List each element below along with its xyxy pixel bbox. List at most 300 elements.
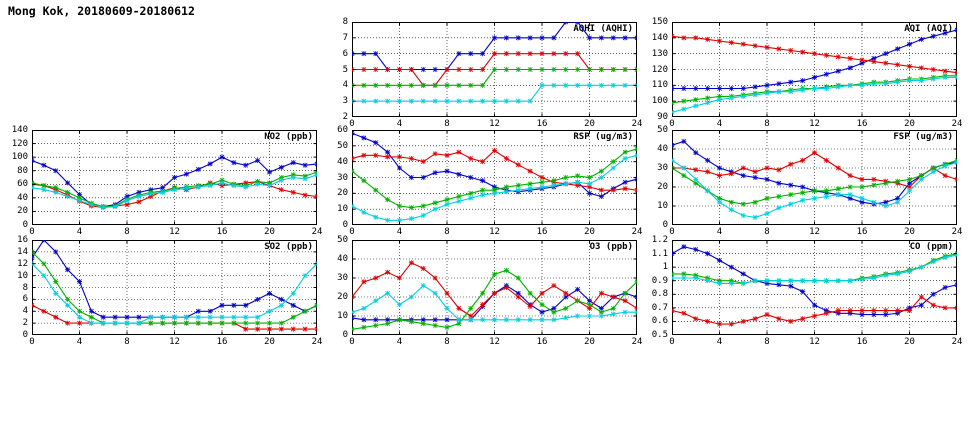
- series-marker: [361, 135, 366, 140]
- x-tick-label: 8: [444, 337, 450, 347]
- series-marker: [776, 46, 781, 51]
- x-tick-label: 24: [631, 227, 643, 237]
- series-marker: [551, 67, 556, 72]
- series-marker: [53, 249, 58, 254]
- x-tick-label: 4: [396, 227, 403, 237]
- series-marker: [848, 173, 853, 178]
- series-marker: [231, 315, 236, 320]
- series-marker: [551, 35, 556, 40]
- series-marker: [136, 315, 141, 320]
- series-marker: [385, 99, 390, 104]
- series-marker: [611, 35, 616, 40]
- series-marker: [243, 163, 248, 168]
- series-marker: [352, 156, 355, 161]
- series-marker: [113, 204, 118, 209]
- series-marker: [717, 173, 722, 178]
- x-tick-label: 8: [764, 119, 770, 129]
- y-tick-label: 6: [22, 294, 28, 305]
- series-marker: [77, 279, 82, 284]
- x-tick-label: 8: [764, 337, 770, 347]
- series-marker: [741, 86, 746, 91]
- x-tick-label: 16: [856, 337, 868, 347]
- series-marker: [361, 210, 366, 215]
- series-marker: [551, 51, 556, 56]
- x-tick-label: 4: [76, 337, 83, 347]
- chart-canvas: [672, 240, 957, 335]
- series-marker: [681, 311, 686, 316]
- series-marker: [860, 58, 865, 63]
- series-marker: [267, 170, 272, 175]
- series-marker: [693, 86, 698, 91]
- series-marker: [955, 177, 958, 182]
- series-marker: [623, 156, 628, 161]
- x-tick-label: 8: [444, 119, 450, 129]
- series-marker: [480, 188, 485, 193]
- series-marker: [587, 67, 592, 72]
- series-marker: [504, 99, 509, 104]
- series-marker: [729, 171, 734, 176]
- series-marker: [776, 181, 781, 186]
- series-marker: [385, 150, 390, 155]
- series-marker: [231, 321, 236, 326]
- series-marker: [623, 83, 628, 88]
- chart-panel-fsp: [657, 125, 963, 237]
- series-marker: [65, 321, 70, 326]
- series-marker: [611, 67, 616, 72]
- series-marker: [693, 150, 698, 155]
- x-tick-label: 24: [951, 119, 963, 129]
- series-marker: [540, 291, 545, 296]
- series-marker: [468, 317, 473, 322]
- series-marker: [409, 260, 414, 265]
- series-marker: [575, 287, 580, 292]
- series-marker: [824, 311, 829, 316]
- series-marker: [563, 306, 568, 311]
- series-marker: [883, 81, 888, 86]
- series-marker: [385, 67, 390, 72]
- series-marker: [89, 202, 94, 207]
- y-tick-label: 4: [22, 306, 28, 317]
- series-marker: [385, 321, 390, 326]
- series-marker: [361, 325, 366, 330]
- series-marker: [172, 187, 177, 192]
- series-marker: [551, 317, 556, 322]
- series-marker: [765, 166, 770, 171]
- series-marker: [136, 194, 141, 199]
- chart-panel-co: [651, 235, 963, 347]
- series-marker: [433, 317, 438, 322]
- chart-title: CO (ppm): [909, 242, 953, 252]
- x-tick-label: 16: [536, 119, 548, 129]
- chart-panel-so2: [17, 235, 323, 347]
- series-marker: [741, 202, 746, 207]
- y-tick-label: 4: [342, 80, 348, 91]
- series-marker: [255, 315, 260, 320]
- series-marker: [148, 191, 153, 196]
- series-marker: [385, 83, 390, 88]
- series-marker: [148, 321, 153, 326]
- series-marker: [848, 65, 853, 70]
- series-marker: [231, 303, 236, 308]
- series-marker: [765, 211, 770, 216]
- series-marker: [528, 35, 533, 40]
- series-marker: [113, 315, 118, 320]
- series-marker: [516, 67, 521, 72]
- y-tick-label: 0: [342, 220, 348, 230]
- x-tick-label: 8: [124, 337, 130, 347]
- chart-panel-aqhi: [342, 17, 643, 129]
- series-marker: [587, 83, 592, 88]
- series-marker: [433, 291, 438, 296]
- series-marker: [361, 317, 366, 322]
- series-marker: [303, 193, 308, 198]
- series-marker: [492, 291, 497, 296]
- series-marker: [53, 315, 58, 320]
- series-marker: [445, 83, 450, 88]
- y-tick-label: 8: [22, 282, 28, 293]
- chart-canvas: [32, 240, 317, 335]
- series-marker: [931, 259, 936, 264]
- series-marker: [291, 291, 296, 296]
- series-line: [32, 264, 317, 323]
- series-marker: [184, 315, 189, 320]
- series-marker: [480, 192, 485, 197]
- series-marker: [433, 170, 438, 175]
- series-marker: [101, 321, 106, 326]
- series-marker: [919, 303, 924, 308]
- series-marker: [172, 175, 177, 180]
- series-marker: [955, 282, 958, 287]
- series-marker: [848, 56, 853, 61]
- series-marker: [788, 89, 793, 94]
- x-tick-label: 24: [631, 119, 643, 129]
- series-marker: [635, 310, 638, 315]
- series-marker: [504, 51, 509, 56]
- series-marker: [824, 278, 829, 283]
- series-marker: [705, 158, 710, 163]
- series-marker: [907, 308, 912, 313]
- series-marker: [895, 46, 900, 51]
- series-marker: [516, 35, 521, 40]
- series-marker: [741, 213, 746, 218]
- series-marker: [753, 200, 758, 205]
- series-marker: [291, 160, 296, 165]
- series-marker: [53, 291, 58, 296]
- series-marker: [528, 67, 533, 72]
- x-tick-label: 16: [856, 119, 868, 129]
- y-tick-label: 120: [651, 64, 668, 75]
- series-marker: [196, 185, 201, 190]
- series-marker: [445, 291, 450, 296]
- series-marker: [860, 83, 865, 88]
- series-marker: [575, 22, 580, 25]
- series-marker: [681, 173, 686, 178]
- series-marker: [480, 302, 485, 307]
- series-marker: [623, 180, 628, 185]
- series-marker: [291, 315, 296, 320]
- series-marker: [352, 169, 355, 174]
- series-marker: [528, 317, 533, 322]
- series-marker: [729, 40, 734, 45]
- series-marker: [385, 154, 390, 159]
- series-marker: [895, 200, 900, 205]
- series-marker: [208, 183, 213, 188]
- y-tick-label: 0: [342, 330, 348, 340]
- x-tick-label: 24: [951, 227, 963, 237]
- series-marker: [611, 159, 616, 164]
- series-marker: [895, 271, 900, 276]
- series-marker: [563, 67, 568, 72]
- series-marker: [800, 278, 805, 283]
- series-marker: [812, 150, 817, 155]
- series-marker: [672, 158, 675, 163]
- series-marker: [836, 69, 841, 74]
- series-marker: [943, 285, 948, 290]
- series-marker: [315, 303, 318, 308]
- y-tick-label: 20: [657, 182, 668, 192]
- series-line: [672, 297, 957, 324]
- series-marker: [563, 175, 568, 180]
- series-marker: [907, 64, 912, 69]
- x-tick-label: 24: [951, 337, 963, 347]
- series-marker: [373, 298, 378, 303]
- series-marker: [421, 159, 426, 164]
- series-marker: [551, 283, 556, 288]
- series-marker: [468, 191, 473, 196]
- series-marker: [421, 67, 426, 72]
- series-marker: [32, 303, 35, 308]
- series-marker: [480, 317, 485, 322]
- y-tick-label: 10: [657, 201, 668, 211]
- series-marker: [943, 173, 948, 178]
- series-marker: [504, 268, 509, 273]
- y-tick-label: 100: [651, 96, 668, 107]
- x-tick-label: 16: [536, 227, 548, 237]
- series-marker: [361, 153, 366, 158]
- series-marker: [516, 188, 521, 193]
- series-marker: [184, 172, 189, 177]
- series-marker: [492, 51, 497, 56]
- series-marker: [516, 51, 521, 56]
- series-marker: [765, 278, 770, 283]
- chart-title: O3 (ppb): [589, 242, 633, 252]
- series-marker: [480, 178, 485, 183]
- series-marker: [611, 306, 616, 311]
- chart-panel-aqi: [651, 17, 963, 129]
- series-marker: [635, 279, 638, 284]
- series-marker: [895, 179, 900, 184]
- series-marker: [291, 190, 296, 195]
- series-marker: [65, 194, 70, 199]
- series-marker: [184, 321, 189, 326]
- x-tick-label: 16: [856, 227, 868, 237]
- series-marker: [480, 291, 485, 296]
- series-marker: [705, 169, 710, 174]
- series-marker: [373, 153, 378, 158]
- y-tick-label: 90: [657, 112, 668, 122]
- series-marker: [113, 321, 118, 326]
- series-marker: [385, 291, 390, 296]
- series-marker: [89, 315, 94, 320]
- series-marker: [41, 163, 46, 168]
- series-marker: [776, 167, 781, 172]
- series-marker: [468, 196, 473, 201]
- series-marker: [741, 281, 746, 286]
- series-marker: [480, 67, 485, 72]
- series-marker: [480, 51, 485, 56]
- series-marker: [32, 158, 35, 163]
- series-marker: [788, 278, 793, 283]
- y-tick-label: 150: [651, 17, 668, 27]
- series-marker: [599, 67, 604, 72]
- x-tick-label: 4: [716, 119, 723, 129]
- series-marker: [373, 51, 378, 56]
- series-marker: [445, 202, 450, 207]
- series-marker: [528, 304, 533, 309]
- series-marker: [468, 99, 473, 104]
- series-marker: [504, 185, 509, 190]
- series-marker: [125, 321, 130, 326]
- y-tick-label: 60: [17, 179, 28, 190]
- series-marker: [480, 99, 485, 104]
- series-marker: [255, 182, 260, 187]
- series-marker: [468, 156, 473, 161]
- series-marker: [717, 281, 722, 286]
- series-marker: [955, 27, 958, 32]
- y-tick-label: 60: [337, 125, 348, 135]
- series-marker: [681, 86, 686, 91]
- series-marker: [445, 325, 450, 330]
- series-marker: [528, 99, 533, 104]
- series-marker: [352, 327, 355, 332]
- series-marker: [717, 200, 722, 205]
- series-marker: [516, 183, 521, 188]
- y-tick-label: 140: [11, 125, 28, 135]
- series-marker: [753, 175, 758, 180]
- series-marker: [836, 84, 841, 89]
- series-marker: [705, 96, 710, 101]
- y-tick-label: 40: [657, 144, 668, 154]
- series-marker: [883, 308, 888, 313]
- y-tick-label: 1: [662, 262, 668, 273]
- series-marker: [575, 67, 580, 72]
- series-marker: [765, 83, 770, 88]
- chart-canvas: [352, 22, 637, 117]
- series-marker: [672, 276, 675, 281]
- chart-title: AQHI (AQHI): [573, 24, 633, 34]
- series-marker: [599, 35, 604, 40]
- series-marker: [409, 83, 414, 88]
- series-marker: [433, 276, 438, 281]
- series-marker: [65, 303, 70, 308]
- series-marker: [53, 279, 58, 284]
- series-marker: [623, 150, 628, 155]
- series-marker: [812, 75, 817, 80]
- series-marker: [456, 67, 461, 72]
- series-marker: [931, 303, 936, 308]
- series-marker: [836, 54, 841, 59]
- y-tick-label: 30: [337, 273, 348, 283]
- series-marker: [41, 261, 46, 266]
- series-marker: [848, 185, 853, 190]
- series-marker: [907, 177, 912, 182]
- series-marker: [373, 140, 378, 145]
- series-marker: [800, 78, 805, 83]
- series-marker: [468, 51, 473, 56]
- series-marker: [445, 153, 450, 158]
- series-marker: [136, 321, 141, 326]
- series-marker: [563, 181, 568, 186]
- series-marker: [540, 302, 545, 307]
- series-marker: [267, 327, 272, 332]
- y-tick-label: 80: [17, 165, 28, 176]
- series-marker: [729, 322, 734, 327]
- x-tick-label: 12: [809, 227, 820, 237]
- series-marker: [445, 67, 450, 72]
- series-marker: [125, 198, 130, 203]
- series-marker: [373, 323, 378, 328]
- series-marker: [943, 75, 948, 80]
- series-marker: [492, 272, 497, 277]
- series-marker: [812, 86, 817, 91]
- series-marker: [883, 273, 888, 278]
- series-marker: [693, 103, 698, 108]
- series-marker: [279, 327, 284, 332]
- series-marker: [717, 97, 722, 102]
- series-marker: [456, 317, 461, 322]
- series-marker: [352, 310, 355, 315]
- series-marker: [551, 310, 556, 315]
- series-marker: [172, 315, 177, 320]
- series-marker: [587, 175, 592, 180]
- chart-panel-no2: [11, 125, 323, 237]
- series-marker: [409, 216, 414, 221]
- series-marker: [184, 186, 189, 191]
- series-marker: [623, 298, 628, 303]
- series-marker: [172, 321, 177, 326]
- series-marker: [373, 83, 378, 88]
- series-marker: [717, 166, 722, 171]
- y-tick-label: 20: [337, 188, 348, 199]
- series-marker: [693, 177, 698, 182]
- series-marker: [397, 276, 402, 281]
- series-marker: [279, 303, 284, 308]
- series-marker: [623, 291, 628, 296]
- series-marker: [800, 158, 805, 163]
- series-marker: [824, 72, 829, 77]
- series-marker: [753, 169, 758, 174]
- series-marker: [551, 83, 556, 88]
- series-marker: [32, 255, 35, 260]
- y-tick-label: 40: [337, 254, 348, 264]
- series-marker: [705, 251, 710, 256]
- y-tick-label: 100: [11, 152, 28, 163]
- series-marker: [836, 278, 841, 283]
- y-tick-label: 50: [337, 235, 348, 245]
- x-tick-label: 20: [904, 227, 915, 237]
- series-marker: [883, 204, 888, 209]
- series-marker: [65, 180, 70, 185]
- series-marker: [611, 312, 616, 317]
- series-marker: [871, 183, 876, 188]
- series-marker: [623, 186, 628, 191]
- series-marker: [303, 163, 308, 168]
- series-marker: [445, 306, 450, 311]
- series-marker: [693, 35, 698, 40]
- series-marker: [456, 199, 461, 204]
- chart-title: FSP (ug/m3): [893, 132, 953, 142]
- series-marker: [599, 175, 604, 180]
